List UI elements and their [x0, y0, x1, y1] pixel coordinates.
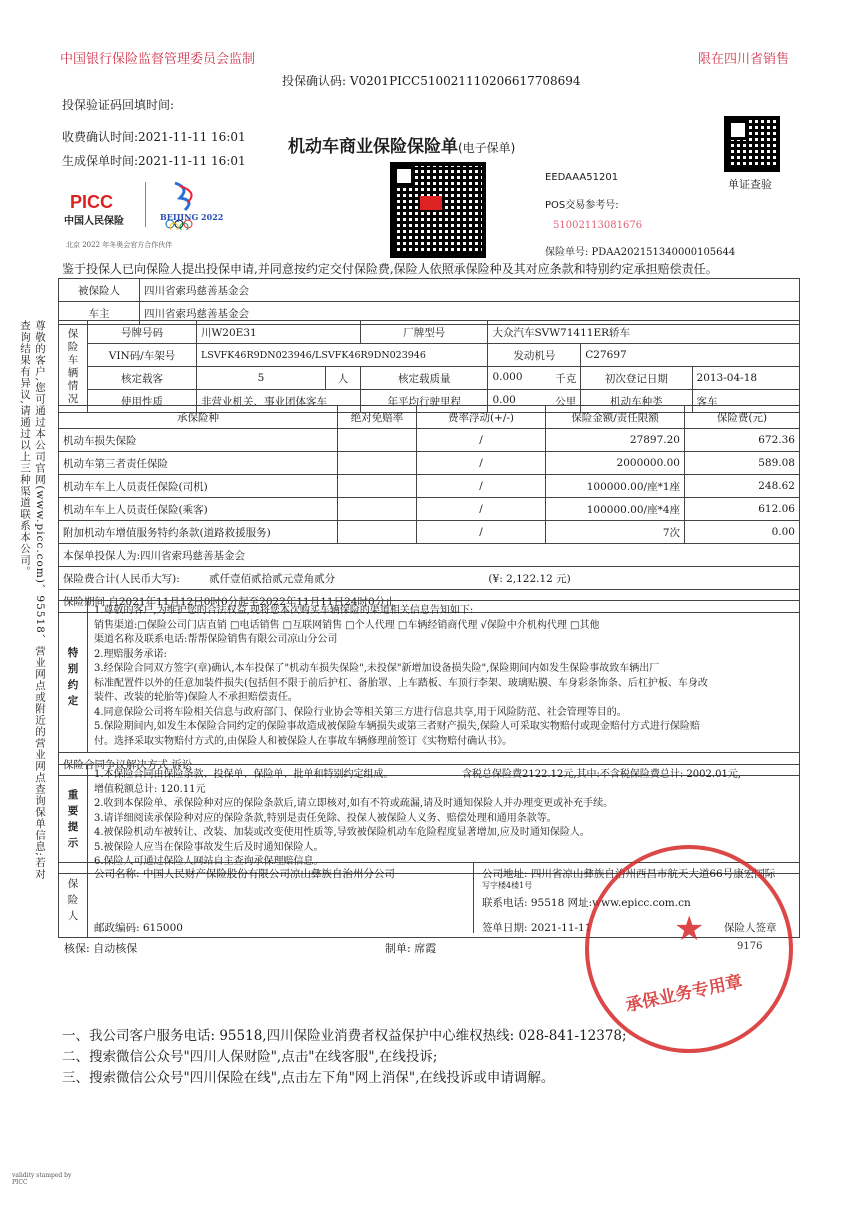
- svg-text:PICC: PICC: [70, 192, 114, 212]
- special-line: 装件、改装的轮胎等)保险人不承担赔偿责任。: [94, 692, 298, 703]
- total-number: (¥: 2,122.12 元): [488, 572, 571, 585]
- red-serial-number: 51002113081676: [553, 220, 643, 231]
- coverage-name: 机动车车上人员责任保险(乘客): [59, 498, 338, 521]
- olympic-emblem: [160, 178, 210, 230]
- region-limit-text: 限在四川省销售: [698, 52, 790, 67]
- insured-label: 被保险人: [59, 279, 140, 302]
- special-table: [58, 600, 800, 776]
- coverage-table: [58, 405, 800, 613]
- bottom-notes: [62, 1026, 627, 1089]
- logo-divider: [145, 182, 146, 227]
- special-content: [88, 601, 800, 753]
- model-label: 厂牌型号: [361, 321, 488, 344]
- page-title: [288, 132, 515, 157]
- coverage-premium: 612.06: [685, 498, 800, 521]
- coverage-float: /: [417, 429, 546, 452]
- use-label: 使用性质: [88, 390, 197, 413]
- fee-confirm-time: 收费确认时间:2021-11-11 16:01: [62, 130, 246, 144]
- coverage-header-amount: 保险金额/责任限额: [546, 406, 685, 429]
- seal-text: 承保业务专用章: [623, 971, 745, 1017]
- coverage-amount: 100000.00/座*4座: [546, 498, 685, 521]
- coverage-header-kind: 承保险种: [59, 406, 338, 429]
- vehicle-type-label: 机动车种类: [581, 390, 692, 413]
- coverage-float: /: [417, 452, 546, 475]
- sponsor-note: 北京 2022 年冬奥会官方合作伙伴: [66, 241, 173, 249]
- title-sub: (电子保单): [458, 141, 516, 155]
- coverage-header-premium: 保险费(元): [685, 406, 800, 429]
- sign-date: 签单日期: 2021-11-11: [482, 922, 592, 934]
- reg-date-label: 初次登记日期: [581, 367, 692, 390]
- important-line: 4.被保险机动车被转让、改装、加装或改变使用性质等,导致被保险机动车危险程度显著增加,应及时通知保险人。: [94, 827, 590, 838]
- owner-label: 车主: [59, 302, 140, 325]
- insurer-phone: 联系电话: 95518 网址:www.epicc.com.cn: [482, 897, 691, 909]
- total-premium-row: [59, 567, 800, 590]
- plate-label: 号牌号码: [88, 321, 197, 344]
- beijing-2022-text: BEIJING 2022: [160, 212, 224, 222]
- coverage-amount: 2000000.00: [546, 452, 685, 475]
- special-line: 付。选择采取实物赔付方式的,由保险人和被保险人在事故车辆修理前签订《实物赔付确认书》。: [94, 735, 513, 747]
- total-words: 贰仟壹佰贰拾贰元壹角贰分: [209, 572, 336, 585]
- seats-label: 核定载客: [88, 367, 197, 390]
- vehicle-type-value: 客车: [692, 390, 799, 413]
- coverage-premium: 589.08: [685, 452, 800, 475]
- bottom-line-2: 二、搜索微信公众号"四川人保财险",点击"在线客服",在线投诉;: [62, 1049, 438, 1065]
- policy-holder: 本保单投保人为:四川省索玛慈善基金会: [59, 544, 800, 567]
- insurer-label: 保险人: [59, 863, 88, 938]
- doc-code: EEDAAA51201: [545, 172, 619, 183]
- insured-value: 四川省索玛慈善基金会: [140, 279, 800, 302]
- seats-value: 5: [197, 367, 326, 390]
- document-maker: 制单: 席霞: [385, 942, 437, 955]
- insurer-address: 公司地址: 四川省凉山彝族自治州西昌市航天大道66号康宏国际: [482, 868, 776, 880]
- coverage-amount: 7次: [546, 521, 685, 544]
- coverage-name: 附加机动车增值服务特约条款(道路救援服务): [59, 521, 338, 544]
- dispute-method: 保险合同争议解决方式 诉讼: [59, 753, 800, 776]
- model-value: 大众汽车SVW71411ER轿车: [488, 321, 800, 344]
- special-line: 2.理赔服务承诺:: [94, 648, 167, 660]
- coverage-float: /: [417, 475, 546, 498]
- coverage-deduct: [338, 475, 417, 498]
- picc-logo: [68, 190, 128, 212]
- important-line: 6.保险人可通过保险人网站自主查询承保理赔信息。: [94, 856, 324, 867]
- mileage-value: 0.00: [492, 393, 516, 406]
- insurance-period: 保险期间 自2021年11月12日0时0分起至2022年11月11日24时0分止: [59, 590, 800, 613]
- special-line: 1.尊敬的客户,为维护您的合法权益,现将您本次购买车辆保险的渠道相关信息告知如下:: [94, 605, 474, 616]
- special-line: 销售渠道:□保险公司门店直销 □电话销售 □互联网销售 □个人代理 □车辆经销商代理 √保险中介机构代理 □其他: [94, 619, 600, 631]
- important-line-1: 1.本保险合同由保险条款、投保单、保险单、批单和特别约定组成。: [94, 769, 394, 780]
- special-line: 标准配置件以外的任意加装件损失(包括但不限于前后护杠、备胎罩、上车踏板、车顶行李架、玻璃贴膜、车身彩条饰条、后杠护板、车身改: [94, 677, 708, 689]
- policy-number: 保险单号: PDAA202151340000105644: [545, 247, 736, 258]
- verify-qr-code: [724, 116, 780, 172]
- coverage-row: [59, 429, 800, 452]
- underwriter: 核保: 自动核保: [64, 942, 138, 955]
- vin-value: LSVFK46R9DN023946/LSVFK46R9DN023946: [197, 344, 488, 367]
- important-line: [94, 768, 793, 783]
- tax-summary: 含税总保险费2122.12元,其中:不含税保险费总计: 2002.01元,: [462, 769, 741, 780]
- total-label: 保险费合计(人民币大写):: [63, 572, 180, 585]
- important-line: 3.请详细阅读承保险种对应的保险条款,特别是责任免除、投保人被保险人义务、赔偿处理和通用条款等。: [94, 812, 557, 824]
- important-line: 增值税额总计: 120.11元: [94, 783, 206, 795]
- official-seal: [585, 845, 793, 1053]
- mass-unit: 千克: [555, 372, 577, 385]
- coverage-name: 机动车车上人员责任保险(司机): [59, 475, 338, 498]
- special-label: 特别约定: [59, 601, 88, 753]
- mileage-label: 年平均行驶里程: [361, 390, 488, 413]
- picc-logo-icon: [68, 190, 128, 212]
- plate-value: 川W20E31: [197, 321, 361, 344]
- policy-gen-time: 生成保单时间:2021-11-11 16:01: [62, 154, 246, 168]
- coverage-deduct: [338, 452, 417, 475]
- use-value: 非营业机关、事业团体客车: [197, 390, 361, 413]
- mass-label: 核定载质量: [361, 367, 488, 390]
- company-logo-text: 中国人民保险: [64, 216, 124, 227]
- coverage-name: 机动车第三者责任保险: [59, 452, 338, 475]
- engine-value: C27697: [581, 344, 800, 367]
- coverage-float: /: [417, 498, 546, 521]
- reg-date-value: 2013-04-18: [692, 367, 799, 390]
- seal-code: 9176: [737, 941, 763, 952]
- mass-cell: [488, 367, 581, 390]
- scan-verify-label: 单证查验: [728, 178, 772, 191]
- verify-time: 投保验证码回填时间:: [62, 98, 175, 112]
- seats-unit: 人: [326, 367, 361, 390]
- coverage-float: /: [417, 521, 546, 544]
- vin-label: VIN码/车架号: [88, 344, 197, 367]
- pos-ref: POS交易参考号:: [545, 200, 619, 211]
- owner-value: 四川省索玛慈善基金会: [140, 302, 800, 325]
- coverage-deduct: [338, 521, 417, 544]
- coverage-premium: 0.00: [685, 521, 800, 544]
- vehicle-table: [58, 320, 800, 413]
- coverage-amount: 27897.20: [546, 429, 685, 452]
- insurer-company: 公司名称: 中国人民财产保险股份有限公司凉山彝族自治州分公司: [94, 868, 395, 880]
- intro-text: 鉴于投保人已向保险人提出投保申请,并同意按约定交付保险费,保险人依照承保险种及其对应条款和特别约定承担赔偿责任。: [62, 262, 718, 276]
- confirm-code: 投保确认码: V0201PICC510021110206617708694: [282, 74, 581, 88]
- important-line: 2.收到本保险单、承保险种对应的保险条款后,请立即核对,如有不符或疏漏,请及时通知保险人并办理变更或补充手续。: [94, 798, 614, 809]
- regulator-text: 中国银行保险监督管理委员会监制: [60, 52, 256, 67]
- coverage-header-float: 费率浮动(+/-): [417, 406, 546, 429]
- coverage-row: [59, 521, 800, 544]
- special-line: 5.保险期间内,如发生本保险合同约定的保险事故造成被保险车辆损失或第三者财产损失,保险人可采取实物赔付或现金赔付方式进行保险赔: [94, 721, 700, 732]
- engine-label: 发动机号: [488, 344, 581, 367]
- mileage-unit: 公里: [555, 395, 577, 408]
- olympic-emblem-icon: [160, 178, 210, 230]
- important-label: 重要提示: [59, 765, 88, 874]
- seal-label: 保险人签章: [724, 922, 777, 934]
- insurer-postcode: 邮政编码: 615000: [94, 922, 183, 934]
- insurer-address-2: 写字楼4楼1号: [482, 881, 533, 890]
- coverage-amount: 100000.00/座*1座: [546, 475, 685, 498]
- policy-qr-code: [390, 162, 486, 258]
- coverage-header-deduct: 绝对免赔率: [338, 406, 417, 429]
- seal-star-icon: ★: [674, 909, 705, 949]
- coverage-row: [59, 475, 800, 498]
- qr-center-logo: [420, 196, 442, 210]
- mass-value: 0.000: [492, 370, 523, 383]
- coverage-name: 机动车损失保险: [59, 429, 338, 452]
- vehicle-section-label: 保险车辆情况: [59, 321, 88, 413]
- coverage-premium: 248.62: [685, 475, 800, 498]
- bottom-line-1: 一、我公司客户服务电话: 95518,四川保险业消费者权益保护中心维权热线: 028-841-12378;: [62, 1028, 627, 1044]
- coverage-premium: 672.36: [685, 429, 800, 452]
- bottom-line-3: 三、搜索微信公众号"四川保险在线",点击左下角"网上消保",在线投诉或申请调解。: [62, 1070, 555, 1086]
- important-line: 5.被保险人应当在保险事故发生后及时通知保险人。: [94, 841, 324, 853]
- special-line: 渠道名称及联系电话:帮帮保险销售有限公司凉山分公司: [94, 634, 338, 645]
- title-main: 机动车商业保险保险单: [288, 137, 458, 157]
- insured-table: [58, 278, 800, 325]
- coverage-row: [59, 498, 800, 521]
- coverage-deduct: [338, 498, 417, 521]
- special-line: 3.经保险合同双方签字(章)确认,本车投保了"机动车损失保险",未投保"新增加设备损失险",保险期间内如发生保险事故致车辆出厂: [94, 663, 660, 674]
- coverage-row: [59, 452, 800, 475]
- side-note: 尊敬的客户,您可通过本公司官网(www.picc.com)、95518、营业网点或附近的营业网点查询保单信息;若对查询结果有异议,请通过以上三种渠道联系本公司。: [19, 320, 46, 880]
- footer-tiny: validity stamped by PICC: [12, 1172, 72, 1186]
- special-line: 4.同意保险公司将车险相关信息与政府部门、保险行业协会等相关第三方进行信息共享,用于风险防范、社会管理等目的。: [94, 706, 627, 718]
- coverage-deduct: [338, 429, 417, 452]
